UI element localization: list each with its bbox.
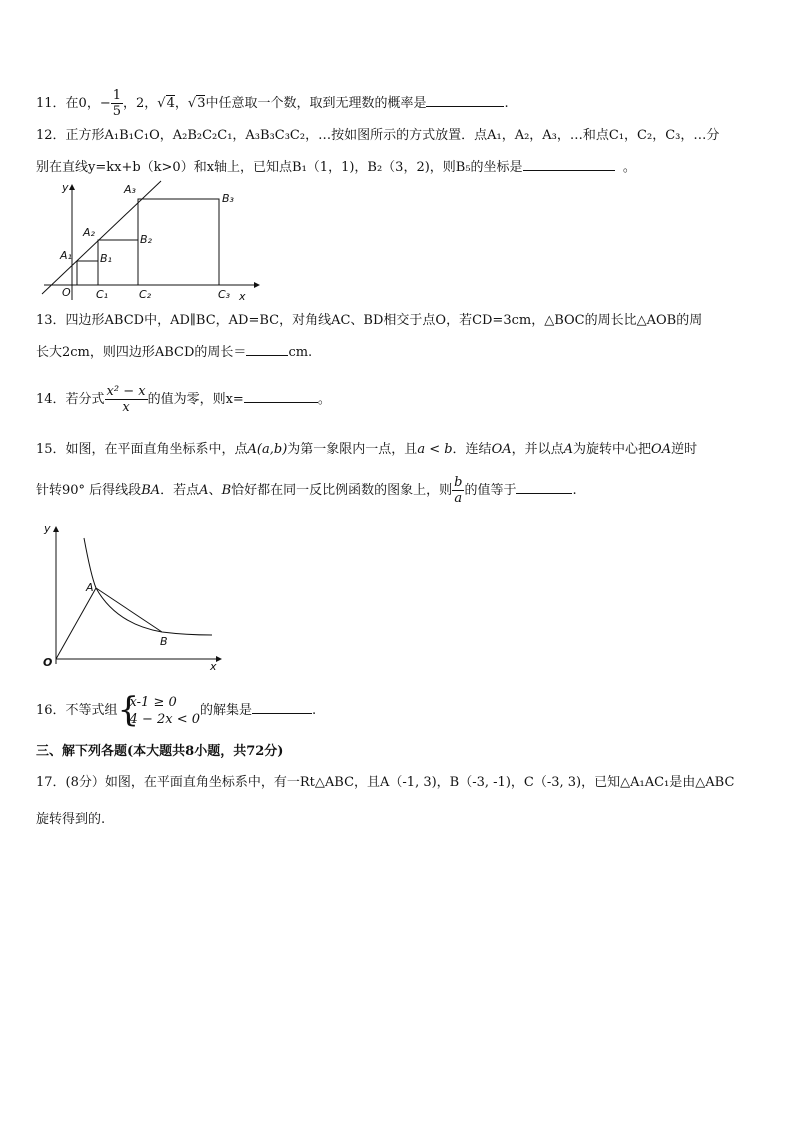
sqrt-three: √3 (187, 96, 206, 111)
label-B3: B₃ (222, 192, 234, 205)
label-B: B (160, 635, 168, 648)
question-12-line2: 别在直线y=kx+b（k>0）和x轴上，已知点B₁（1，1)，B₂（3，2)，则B₅的坐标是 。 (36, 156, 636, 178)
answer-blank-15[interactable] (516, 479, 572, 494)
question-11: 11．在0，− $\frac{1}{5}$ ，2，√4，√3中任意取一个数，取到无理数的概率是 . (36, 88, 509, 119)
answer-blank-12[interactable] (523, 156, 615, 171)
fraction-q14: $\frac{\text{x² − x}}{x}$ (106, 384, 146, 415)
label-O: O (62, 286, 71, 299)
label-A3: A₃ (124, 183, 136, 196)
figure-squares (36, 176, 266, 304)
question-16: 16．不等式组 { x-1 ≥ 0 4 − 2x < 0 的解集是 . (36, 689, 317, 730)
label-x: x (239, 290, 246, 303)
question-13-line1: 13．四边形ABCD中，AD∥BC，AD=BC，对角线AC、BD相交于点O，若CD=3cm，△BOC的周长比△AOB的周 (36, 313, 703, 328)
label-A2: A₂ (83, 226, 95, 239)
question-12-line1: 12．正方形A₁B₁C₁O，A₂B₂C₂C₁，A₃B₃C₃C₂，…按如图所示的方式放置．点A₁，A₂，A₃，…和点C₁，C₂，C₃，…分 (36, 128, 720, 143)
label-A1: A₁ (60, 249, 72, 262)
fraction-one-fifth: $\frac{1}{5}$ (112, 88, 122, 119)
answer-blank-14[interactable] (244, 388, 318, 403)
question-17-line2: 旋转得到的. (36, 812, 106, 827)
label-B2: B₂ (140, 233, 152, 246)
label-C1: C₁ (96, 288, 109, 301)
answer-blank-11[interactable] (426, 92, 504, 107)
label-x: x (210, 660, 217, 673)
question-17-line1: 17．(8分）如图，在平面直角坐标系中，有一Rt△ABC，且A（-1, 3)，B（-3, -1)，C（-3, 3)，已知△A₁AC₁是由△ABC (36, 775, 735, 790)
label-B1: B₁ (100, 252, 112, 265)
question-14: 14．若分式 $\frac{\text{x² − x}}{x}$ 的值为零，则x= 。 (36, 384, 331, 415)
figure-hyperbola (36, 516, 236, 674)
sqrt-four: √4 (157, 96, 175, 111)
label-C2: C₂ (139, 288, 152, 301)
fraction-b-over-a: $\frac{b}{a}$ (454, 475, 463, 506)
label-A: A (86, 581, 94, 594)
label-O: O (43, 656, 53, 669)
label-y: y (62, 181, 69, 194)
section-3-title: 三、解下列各题(本大题共8小题，共72分) (36, 744, 284, 759)
inequality-system: { x-1 ≥ 0 4 − 2x < 0 (117, 689, 201, 730)
answer-blank-13[interactable] (246, 341, 288, 356)
label-y: y (44, 522, 51, 535)
question-15-line1: 15．如图，在平面直角坐标系中，点A(a,b)为第一象限内一点，且a < b．连结OA，并以点A为旋转中心把OA逆时 (36, 442, 698, 457)
question-13-line2: 长大2cm，则四边形ABCD的周长＝ cm. (36, 341, 312, 363)
answer-blank-16[interactable] (252, 699, 312, 714)
label-C3: C₃ (218, 288, 231, 301)
question-15-line2: 针转90° 后得线段BA．若点A、B恰好都在同一反比例函数的图象上，则 $\frac{b}{a}$ 的值等于 . (36, 475, 577, 506)
